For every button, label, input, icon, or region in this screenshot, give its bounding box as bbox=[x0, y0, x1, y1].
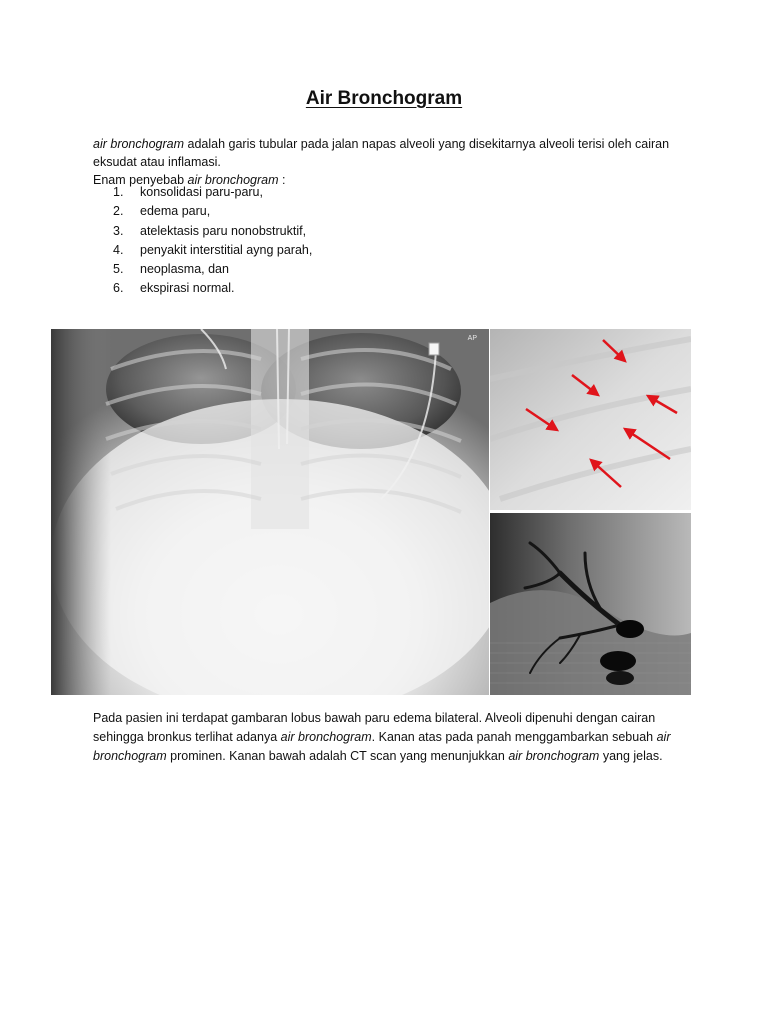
intro-paragraph bbox=[93, 135, 683, 189]
radiology-figure bbox=[51, 329, 691, 695]
list-item-text: ekspirasi normal. bbox=[140, 281, 235, 296]
caption-term-3: air bronchogram bbox=[508, 749, 600, 763]
xray-device-marker bbox=[429, 343, 439, 355]
list-item-text: penyakit interstitial ayng parah, bbox=[140, 242, 313, 257]
caption-term-2: air bronchogram bbox=[93, 730, 671, 763]
xray-ap-marker: AP bbox=[467, 335, 477, 342]
ct-vessel bbox=[606, 671, 634, 685]
definition-term: air bronchogram bbox=[93, 137, 185, 151]
list-item bbox=[113, 222, 312, 241]
list-item-number: 6. bbox=[113, 281, 124, 296]
list-item bbox=[113, 183, 312, 202]
list-item-number: 5. bbox=[113, 262, 124, 277]
list-item bbox=[113, 202, 312, 221]
ct-scan-image bbox=[490, 513, 691, 695]
xray-detail-drawing bbox=[490, 329, 691, 510]
ct-esophagus bbox=[600, 651, 636, 671]
caption-part-4: yang jelas. bbox=[599, 749, 663, 763]
list-item bbox=[113, 241, 312, 260]
list-item bbox=[113, 260, 312, 279]
list-item-number: 2. bbox=[113, 204, 124, 219]
chest-xray-drawing bbox=[51, 329, 489, 695]
definition-body: adalah garis tubular pada jalan napas alveoli yang disekitarnya alveoli terisi oleh cairan eksudat atau inflamasi. bbox=[93, 137, 670, 169]
chest-xray-image bbox=[51, 329, 489, 695]
list-item-text: neoplasma, dan bbox=[140, 262, 229, 277]
list-item-text: konsolidasi paru-paru, bbox=[140, 185, 263, 199]
list-item-number: 4. bbox=[113, 242, 124, 257]
list-item bbox=[113, 279, 312, 298]
list-item-text: atelektasis paru nonobstruktif, bbox=[140, 223, 307, 238]
causes-suffix: : bbox=[278, 173, 286, 187]
causes-term: air bronchogram bbox=[187, 173, 279, 187]
caption-term-1: air bronchogram bbox=[280, 730, 372, 744]
xray-left-edge bbox=[51, 329, 111, 695]
caption-part-3: prominen. Kanan bawah adalah CT scan yang menunjukkan bbox=[166, 749, 509, 763]
causes-list bbox=[113, 183, 312, 299]
caption-part-2: . Kanan atas pada panah menggambarkan sebuah bbox=[371, 730, 657, 744]
definition-text bbox=[93, 135, 683, 171]
page-title: Air Bronchogram bbox=[305, 88, 463, 109]
list-item-number: 3. bbox=[113, 223, 124, 238]
list-item-text: edema paru, bbox=[140, 204, 211, 219]
caption-part-1: Pada pasien ini terdapat gambaran lobus bawah paru edema bilateral. Alveoli dipenuhi dengan cairan sehingga bronkus terlihat adanya bbox=[93, 711, 656, 744]
figure-caption bbox=[93, 709, 683, 766]
ct-scan-drawing bbox=[490, 513, 691, 695]
causes-prefix: Enam penyebab bbox=[93, 173, 188, 187]
ct-airway bbox=[616, 620, 644, 638]
list-item-number: 1. bbox=[113, 185, 124, 199]
xray-detail-image bbox=[490, 329, 691, 510]
